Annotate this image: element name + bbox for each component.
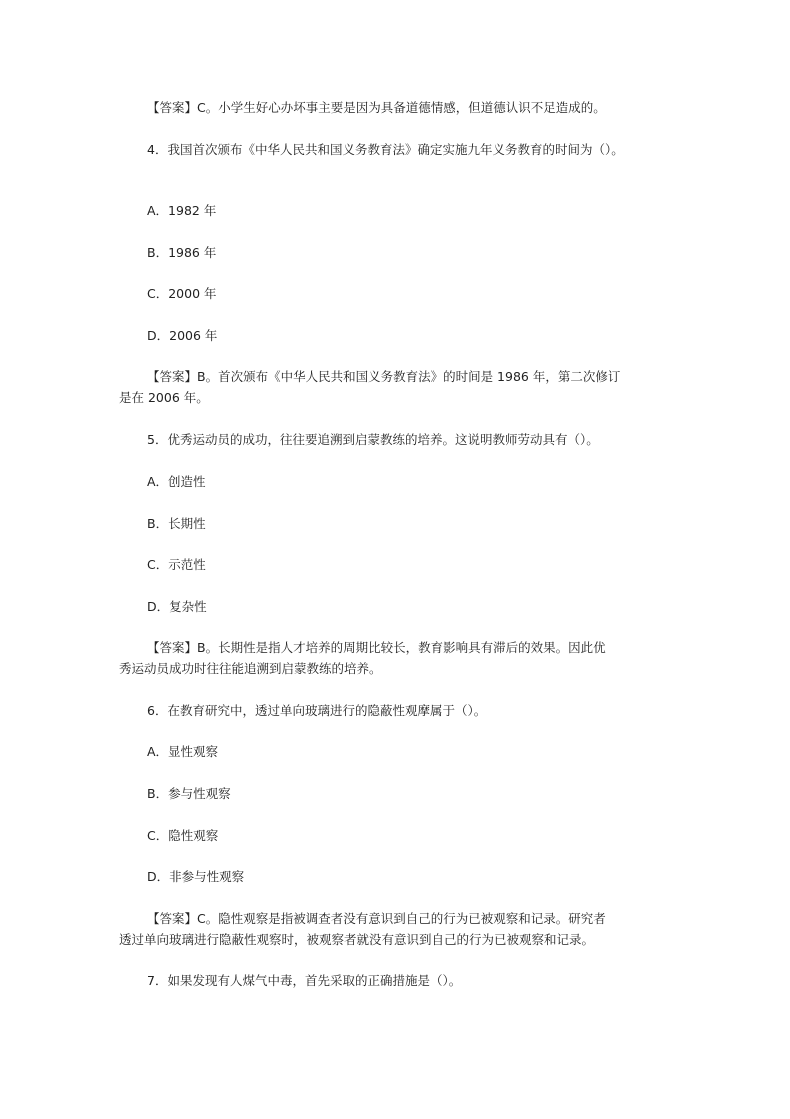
q4-option-c: C．2000 年 — [147, 286, 217, 301]
question-6: 6．在教育研究中，透过单向玻璃进行的隐蔽性观摩属于（）。 — [147, 703, 487, 718]
q4-option-d: D．2006 年 — [147, 328, 218, 343]
question-5: 5．优秀运动员的成功，往往要追溯到启蒙教练的培养。这说明教师劳动具有（）。 — [147, 432, 599, 447]
q5-option-a: A．创造性 — [147, 474, 206, 489]
q5-option-c: C．示范性 — [147, 557, 206, 572]
answer-4-line-1: 【答案】B。首次颁布《中华人民共和国义务教育法》的时间是 1986 年，第二次修订 — [147, 369, 621, 384]
q6-option-b: B．参与性观察 — [147, 786, 231, 801]
q5-option-b: B．长期性 — [147, 516, 206, 531]
q4-option-b: B．1986 年 — [147, 245, 217, 260]
q4-option-a: A．1982 年 — [147, 203, 217, 218]
answer-3: 【答案】C。小学生好心办坏事主要是因为具备道德情感，但道德认识不足造成的。 — [147, 100, 606, 115]
answer-6-line-1: 【答案】C。隐性观察是指被调查者没有意识到自己的行为已被观察和记录。研究者 — [147, 911, 606, 926]
question-4: 4．我国首次颁布《中华人民共和国义务教育法》确定实施九年义务教育的时间为（）。 — [147, 142, 624, 157]
answer-5-line-1: 【答案】B。长期性是指人才培养的周期比较长，教育影响具有滞后的效果。因此优 — [147, 640, 606, 655]
answer-4-line-2: 是在 2006 年。 — [119, 390, 209, 405]
q6-option-d: D．非参与性观察 — [147, 869, 245, 884]
question-7: 7．如果发现有人煤气中毒，首先采取的正确措施是（）。 — [147, 973, 462, 988]
answer-6-line-2: 透过单向玻璃进行隐蔽性观察时，被观察者就没有意识到自己的行为已被观察和记录。 — [119, 932, 595, 947]
q6-option-a: A．显性观察 — [147, 744, 219, 759]
q5-option-d: D．复杂性 — [147, 599, 207, 614]
answer-5-line-2: 秀运动员成功时往往能追溯到启蒙教练的培养。 — [119, 661, 382, 676]
q6-option-c: C．隐性观察 — [147, 828, 219, 843]
